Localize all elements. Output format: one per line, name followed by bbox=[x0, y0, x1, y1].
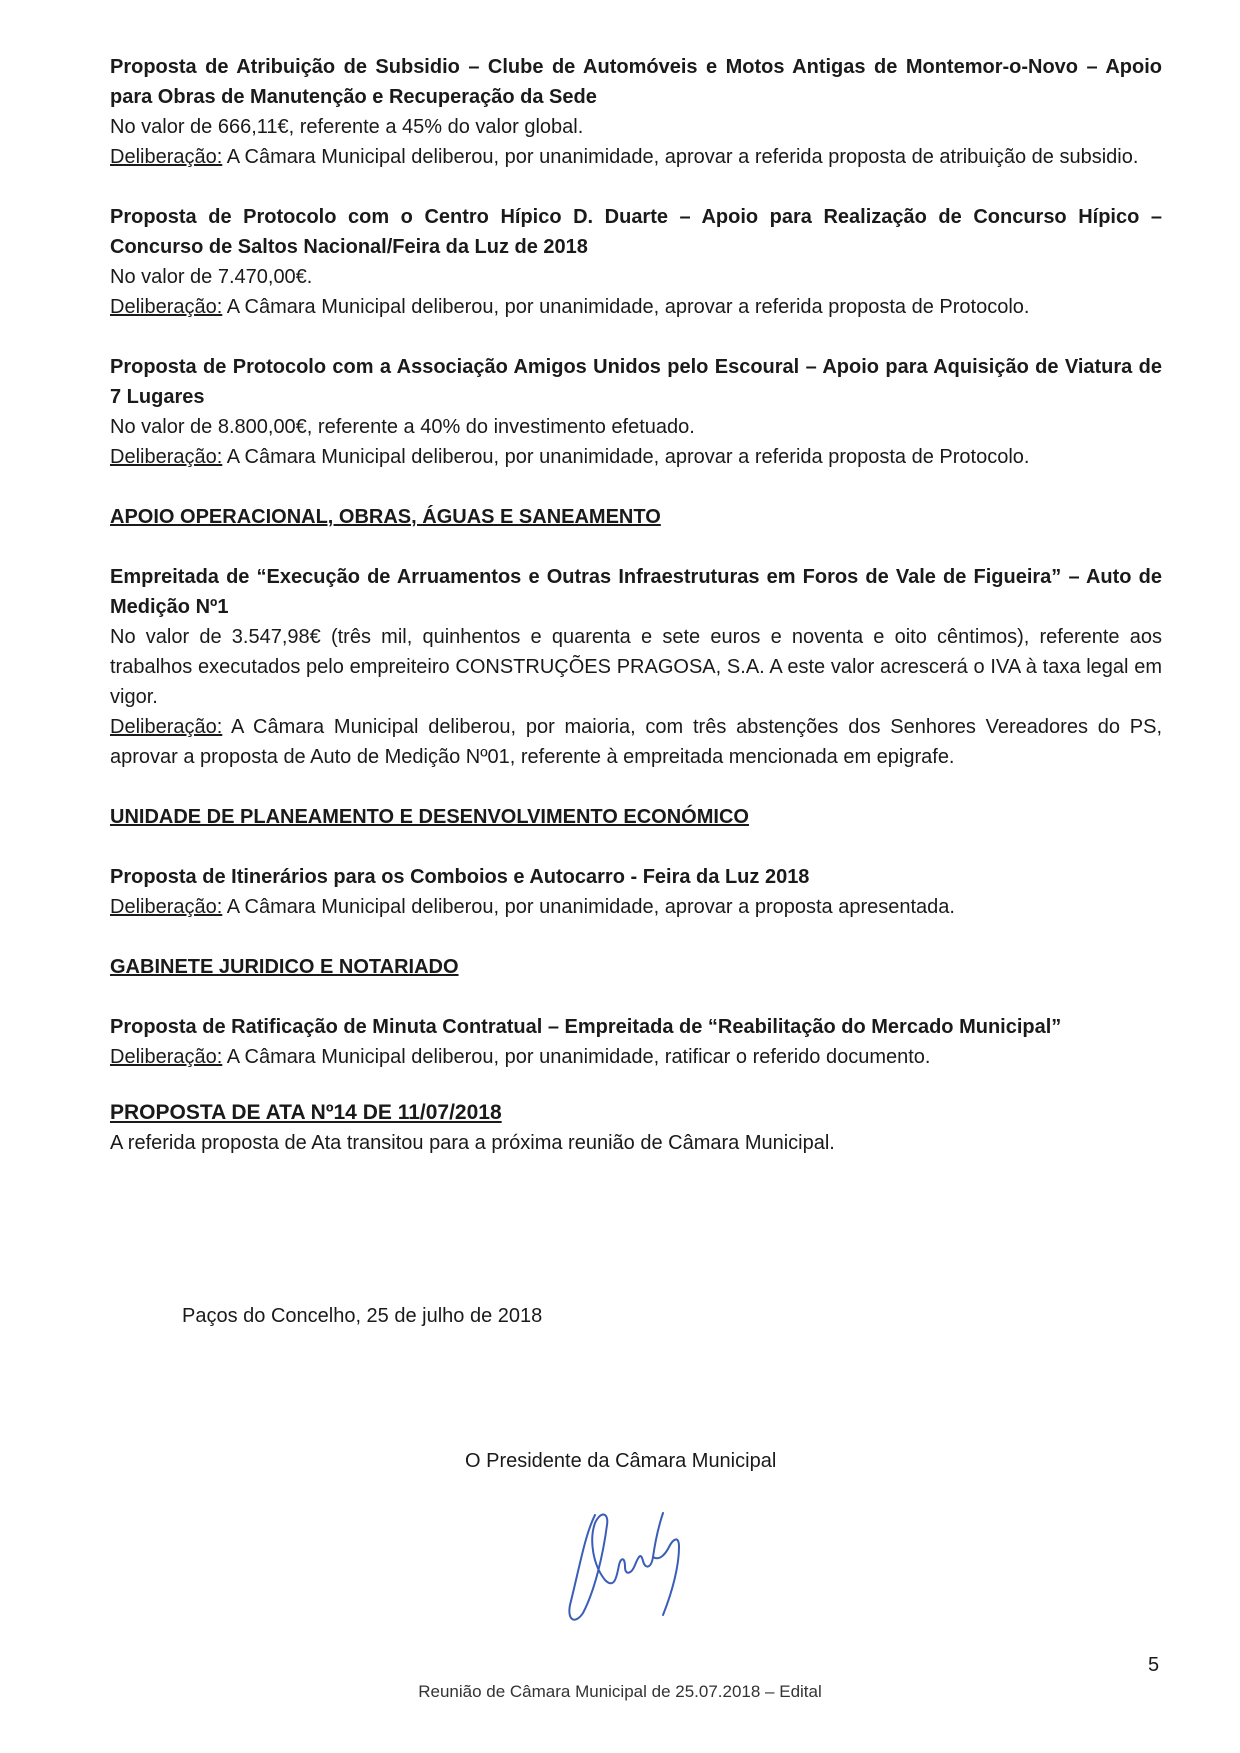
proposal-title: Proposta de Protocolo com a Associação Amigos Unidos pelo Escoural – Apoio para Aquisição de Viatura de 7 Lugares bbox=[110, 356, 1162, 408]
proposal-item-3 bbox=[110, 352, 1162, 472]
proposal-value: No valor de 7.470,00€. bbox=[110, 266, 313, 288]
page-footer: Reunião de Câmara Municipal de 25.07.2018 – Edital bbox=[418, 1682, 822, 1701]
proposal-item-juridico bbox=[110, 1012, 1162, 1072]
deliberation-label: Deliberação: bbox=[110, 146, 223, 168]
section-heading-obras: APOIO OPERACIONAL, OBRAS, ÁGUAS E SANEAMENTO bbox=[110, 506, 661, 528]
deliberation-text: A Câmara Municipal deliberou, por unanimidade, aprovar a proposta apresentada. bbox=[222, 896, 955, 918]
section-heading-juridico: GABINETE JURIDICO E NOTARIADO bbox=[110, 956, 459, 978]
deliberation-label: Deliberação: bbox=[110, 1046, 223, 1068]
signatory-title: O Presidente da Câmara Municipal bbox=[465, 1450, 777, 1472]
deliberation-text: A Câmara Municipal deliberou, por unanimidade, aprovar a referida proposta de Protocolo. bbox=[222, 296, 1030, 318]
deliberation-text: A Câmara Municipal deliberou, por unanimidade, ratificar o referido documento. bbox=[222, 1046, 931, 1068]
deliberation-label: Deliberação: bbox=[110, 296, 223, 318]
deliberation bbox=[110, 712, 1162, 772]
document-body bbox=[110, 52, 1162, 1188]
deliberation-text: A Câmara Municipal deliberou, por unanimidade, aprovar a referida proposta de Protocolo. bbox=[222, 446, 1030, 468]
deliberation bbox=[110, 142, 1162, 172]
deliberation bbox=[110, 892, 1162, 922]
proposal-title: Proposta de Ratificação de Minuta Contratual – Empreitada de “Reabilitação do Mercado Municipal” bbox=[110, 1016, 1062, 1038]
deliberation-text: A Câmara Municipal deliberou, por maioria, com três abstenções dos Senhores Vereadores do PS, aprovar a proposta de Auto de Medição Nº01, referente à empreitada mencionada em epigrafe. bbox=[110, 716, 1162, 768]
ata-text: A referida proposta de Ata transitou para a próxima reunião de Câmara Municipal. bbox=[110, 1132, 835, 1154]
proposal-title: Proposta de Protocolo com o Centro Hípico D. Duarte – Apoio para Realização de Concurso Hípico – Concurso de Saltos Nacional/Feira da Luz de 2018 bbox=[110, 206, 1162, 258]
deliberation-label: Deliberação: bbox=[110, 716, 223, 738]
section-heading-ata: PROPOSTA DE ATA Nº14 DE 11/07/2018 bbox=[110, 1101, 502, 1124]
proposal-value: No valor de 3.547,98€ (três mil, quinhentos e quarenta e sete euros e noventa e oito cêntimos), referente aos trabalhos executados pelo empreiteiro CONSTRUÇÕES PRAGOSA, S.A. A este valor acrescerá o IVA à taxa legal em vigor. bbox=[110, 626, 1162, 708]
deliberation bbox=[110, 442, 1162, 472]
section-heading-planeamento: UNIDADE DE PLANEAMENTO E DESENVOLVIMENTO ECONÓMICO bbox=[110, 806, 749, 828]
proposal-item-1 bbox=[110, 52, 1162, 172]
proposal-item-2 bbox=[110, 202, 1162, 322]
deliberation-label: Deliberação: bbox=[110, 446, 223, 468]
proposal-value: No valor de 666,11€, referente a 45% do valor global. bbox=[110, 116, 584, 138]
proposal-value: No valor de 8.800,00€, referente a 40% do investimento efetuado. bbox=[110, 416, 695, 438]
proposal-title: Proposta de Itinerários para os Comboios e Autocarro - Feira da Luz 2018 bbox=[110, 866, 810, 888]
ata-section bbox=[110, 1098, 1162, 1158]
proposal-title: Empreitada de “Execução de Arruamentos e Outras Infraestruturas em Foros de Vale de Figueira” – Auto de Medição Nº1 bbox=[110, 566, 1162, 618]
deliberation-label: Deliberação: bbox=[110, 896, 223, 918]
proposal-item-planeamento bbox=[110, 862, 1162, 922]
date-line: Paços do Concelho, 25 de julho de 2018 bbox=[182, 1305, 543, 1327]
page-number: 5 bbox=[1148, 1654, 1160, 1676]
deliberation bbox=[110, 1042, 1162, 1072]
proposal-title: Proposta de Atribuição de Subsidio – Clube de Automóveis e Motos Antigas de Montemor-o-Novo – Apoio para Obras de Manutenção e Recuperação da Sede bbox=[110, 56, 1162, 108]
deliberation bbox=[110, 292, 1162, 322]
signature-image bbox=[555, 1495, 715, 1635]
deliberation-text: A Câmara Municipal deliberou, por unanimidade, aprovar a referida proposta de atribuição de subsidio. bbox=[222, 146, 1139, 168]
proposal-item-obras bbox=[110, 562, 1162, 772]
